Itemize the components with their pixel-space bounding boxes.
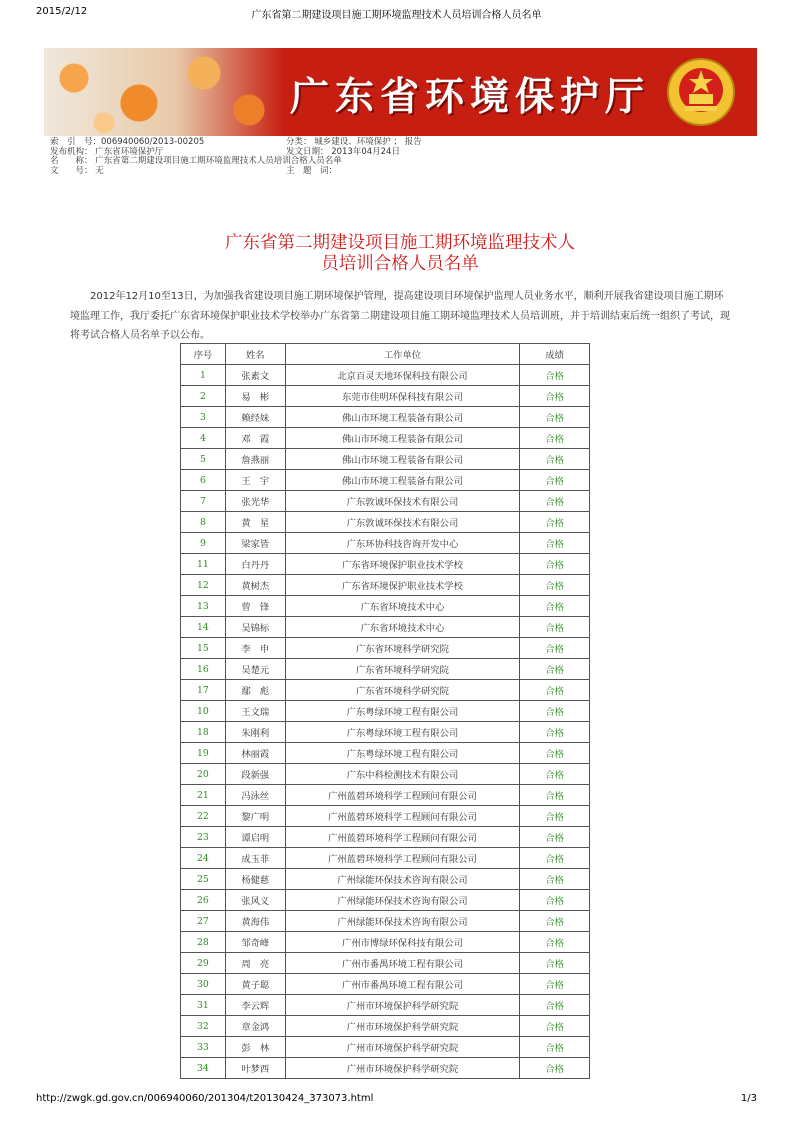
table-row — [181, 659, 590, 680]
cell-employer: 广州绿能环保技术咨询有限公司 — [285, 890, 520, 911]
cell-employer: 东莞市佳明环保科技有限公司 — [285, 386, 520, 407]
cell-name: 段新强 — [225, 764, 285, 785]
cell-employer: 广州市番禺环境工程有限公司 — [285, 974, 520, 995]
cell-name: 吴楚元 — [225, 659, 285, 680]
cell-employer: 广州绿能环保技术咨询有限公司 — [285, 911, 520, 932]
table-row — [181, 1037, 590, 1058]
cell-name: 黄海伟 — [225, 911, 285, 932]
cell-name: 冯泳丝 — [225, 785, 285, 806]
cell-result: 合格 — [520, 1058, 590, 1079]
table-row — [181, 449, 590, 470]
cell-name: 朱刚利 — [225, 722, 285, 743]
cell-result: 合格 — [520, 617, 590, 638]
meta-category: 分类： 城乡建设、环境保护 ； 报告 — [286, 137, 422, 147]
cell-result: 合格 — [520, 890, 590, 911]
cell-employer: 广东省环境科学研究院 — [285, 680, 520, 701]
cell-employer: 广州市博绿环保科技有限公司 — [285, 932, 520, 953]
cell-employer: 佛山市环境工程装备有限公司 — [285, 407, 520, 428]
qualified-personnel-table — [180, 343, 590, 1079]
cell-employer: 佛山市环境工程装备有限公司 — [285, 428, 520, 449]
table-row — [181, 869, 590, 890]
table-row — [181, 764, 590, 785]
document-title-line2: 员培训合格人员名单 — [321, 254, 479, 274]
cell-seq: 27 — [181, 911, 226, 932]
cell-name: 林丽霞 — [225, 743, 285, 764]
cell-employer: 佛山市环境工程装备有限公司 — [285, 470, 520, 491]
meta-doc-no: 文 号： 无 — [50, 165, 104, 176]
table-row — [181, 743, 590, 764]
cell-employer: 广东敦诚环保技术有限公司 — [285, 491, 520, 512]
flower-decoration — [44, 48, 284, 136]
cell-employer: 广东粤绿环境工程有限公司 — [285, 701, 520, 722]
cell-name: 黄树杰 — [225, 575, 285, 596]
table-row — [181, 533, 590, 554]
cell-result: 合格 — [520, 974, 590, 995]
cell-seq: 25 — [181, 869, 226, 890]
cell-employer: 广州市环境保护科学研究院 — [285, 1037, 520, 1058]
table-row — [181, 386, 590, 407]
cell-result: 合格 — [520, 743, 590, 764]
cell-name: 张素文 — [225, 365, 285, 386]
meta-publisher: 发布机构： 广东省环境保护厅 — [50, 146, 164, 157]
cell-name: 易 彬 — [225, 386, 285, 407]
cell-result: 合格 — [520, 701, 590, 722]
document-metadata — [50, 138, 750, 176]
cell-result: 合格 — [520, 470, 590, 491]
cell-employer: 广东粤绿环境工程有限公司 — [285, 722, 520, 743]
cell-seq: 21 — [181, 785, 226, 806]
cell-employer: 广东省环境科学研究院 — [285, 659, 520, 680]
cell-result: 合格 — [520, 785, 590, 806]
cell-result: 合格 — [520, 533, 590, 554]
cell-seq: 31 — [181, 995, 226, 1016]
cell-result: 合格 — [520, 428, 590, 449]
table-row — [181, 512, 590, 533]
cell-employer: 佛山市环境工程装备有限公司 — [285, 449, 520, 470]
cell-seq: 1 — [181, 365, 226, 386]
table-row — [181, 974, 590, 995]
cell-result: 合格 — [520, 596, 590, 617]
cell-employer: 广东省环境技术中心 — [285, 596, 520, 617]
cell-seq: 3 — [181, 407, 226, 428]
header-seq: 序号 — [181, 344, 226, 365]
cell-name: 曾 锋 — [225, 596, 285, 617]
document-title-line1: 广东省第二期建设项目施工期环境监理技术人 — [225, 233, 575, 253]
cell-name: 吴锦标 — [225, 617, 285, 638]
cell-name: 邹奇峰 — [225, 932, 285, 953]
cell-result: 合格 — [520, 722, 590, 743]
cell-result: 合格 — [520, 995, 590, 1016]
cell-seq: 13 — [181, 596, 226, 617]
document-title — [150, 233, 650, 275]
national-emblem-icon — [665, 56, 737, 128]
cell-name: 杨健慈 — [225, 869, 285, 890]
cell-name: 白丹丹 — [225, 554, 285, 575]
cell-employer: 广东省环境技术中心 — [285, 617, 520, 638]
header-result: 成绩 — [520, 344, 590, 365]
meta-index-no: 索 引 号：006940060/2013-00205 — [50, 137, 205, 147]
cell-employer: 广东敦诚环保技术有限公司 — [285, 512, 520, 533]
cell-name: 章金鸿 — [225, 1016, 285, 1037]
cell-result: 合格 — [520, 407, 590, 428]
cell-result: 合格 — [520, 827, 590, 848]
cell-seq: 5 — [181, 449, 226, 470]
table-row — [181, 911, 590, 932]
cell-name: 李云辉 — [225, 995, 285, 1016]
meta-subject: 主 题 词： — [286, 165, 338, 176]
table-row — [181, 1058, 590, 1079]
cell-name: 周 亮 — [225, 953, 285, 974]
cell-name: 黄 星 — [225, 512, 285, 533]
cell-result: 合格 — [520, 575, 590, 596]
cell-seq: 14 — [181, 617, 226, 638]
table-row — [181, 638, 590, 659]
cell-seq: 8 — [181, 512, 226, 533]
cell-seq: 33 — [181, 1037, 226, 1058]
cell-seq: 7 — [181, 491, 226, 512]
table-row — [181, 365, 590, 386]
cell-result: 合格 — [520, 512, 590, 533]
cell-result: 合格 — [520, 764, 590, 785]
cell-result: 合格 — [520, 932, 590, 953]
table-row — [181, 554, 590, 575]
table-row — [181, 596, 590, 617]
header-name: 姓名 — [225, 344, 285, 365]
cell-result: 合格 — [520, 1037, 590, 1058]
meta-name: 名 称： 广东省第二期建设项目施工期环境监理技术人员培训合格人员名单 — [50, 156, 342, 166]
cell-name: 詹燕丽 — [225, 449, 285, 470]
intro-text: 2012年12月10至13日，为加强我省建设项目施工期环境保护管理，提高建设项目环境保护监理人员业务水平，顺利开展我省建设项目施工期环境监理工作，我厅委托广东省环境保护职业技术学校举办广东省第二期建设项目施工期环境监理技术人员培训班，并于培训结束后统一组织了考试，现将考试合格人员名单予以公布。 — [70, 291, 730, 341]
cell-employer: 广东粤绿环境工程有限公司 — [285, 743, 520, 764]
cell-seq: 24 — [181, 848, 226, 869]
cell-name: 梁家皆 — [225, 533, 285, 554]
cell-employer: 广东环协科技咨询开发中心 — [285, 533, 520, 554]
cell-seq: 2 — [181, 386, 226, 407]
cell-employer: 北京百灵天地环保科技有限公司 — [285, 365, 520, 386]
header-employer: 工作单位 — [285, 344, 520, 365]
table-row — [181, 995, 590, 1016]
cell-result: 合格 — [520, 848, 590, 869]
cell-seq: 32 — [181, 1016, 226, 1037]
cell-seq: 20 — [181, 764, 226, 785]
cell-name: 黎广明 — [225, 806, 285, 827]
cell-name: 叶梦西 — [225, 1058, 285, 1079]
cell-seq: 16 — [181, 659, 226, 680]
table-row — [181, 785, 590, 806]
cell-name: 黄子聪 — [225, 974, 285, 995]
cell-employer: 广州蓝碧环境科学工程顾问有限公司 — [285, 848, 520, 869]
table-row — [181, 890, 590, 911]
cell-seq: 12 — [181, 575, 226, 596]
cell-name: 王 宇 — [225, 470, 285, 491]
table-row — [181, 470, 590, 491]
cell-employer: 广州蓝碧环境科学工程顾问有限公司 — [285, 827, 520, 848]
cell-seq: 22 — [181, 806, 226, 827]
cell-seq: 29 — [181, 953, 226, 974]
table-row — [181, 722, 590, 743]
print-header — [0, 0, 793, 20]
cell-result: 合格 — [520, 449, 590, 470]
print-date: 2015/2/12 — [36, 6, 88, 17]
cell-seq: 19 — [181, 743, 226, 764]
table-header-row — [181, 344, 590, 365]
cell-seq: 15 — [181, 638, 226, 659]
cell-result: 合格 — [520, 638, 590, 659]
cell-name: 成玉菲 — [225, 848, 285, 869]
cell-seq: 11 — [181, 554, 226, 575]
cell-name: 赖经妹 — [225, 407, 285, 428]
cell-seq: 18 — [181, 722, 226, 743]
cell-result: 合格 — [520, 680, 590, 701]
cell-result: 合格 — [520, 953, 590, 974]
cell-name: 彭 林 — [225, 1037, 285, 1058]
cell-seq: 4 — [181, 428, 226, 449]
site-banner — [44, 48, 757, 136]
cell-result: 合格 — [520, 1016, 590, 1037]
cell-employer: 广东中科检测技术有限公司 — [285, 764, 520, 785]
cell-name: 邓 霞 — [225, 428, 285, 449]
cell-seq: 34 — [181, 1058, 226, 1079]
cell-employer: 广州市番禺环境工程有限公司 — [285, 953, 520, 974]
cell-seq: 17 — [181, 680, 226, 701]
print-page-title: 广东省第二期建设项目施工期环境监理技术人员培训合格人员名单 — [251, 10, 542, 21]
cell-result: 合格 — [520, 491, 590, 512]
cell-result: 合格 — [520, 911, 590, 932]
table-row — [181, 617, 590, 638]
banner-title: 广东省环境保护厅 — [290, 74, 651, 120]
cell-employer: 广州蓝碧环境科学工程顾问有限公司 — [285, 785, 520, 806]
cell-seq: 6 — [181, 470, 226, 491]
cell-name: 鄢 彪 — [225, 680, 285, 701]
cell-seq: 10 — [181, 701, 226, 722]
page-url: http://zwgk.gd.gov.cn/006940060/201304/t20130424_373073.html — [36, 1093, 374, 1104]
cell-seq: 28 — [181, 932, 226, 953]
cell-name: 谭启明 — [225, 827, 285, 848]
cell-result: 合格 — [520, 869, 590, 890]
table-row — [181, 1016, 590, 1037]
cell-employer: 广东省环境科学研究院 — [285, 638, 520, 659]
cell-result: 合格 — [520, 806, 590, 827]
cell-name: 王文瑞 — [225, 701, 285, 722]
cell-seq: 9 — [181, 533, 226, 554]
table-row — [181, 827, 590, 848]
table-row — [181, 848, 590, 869]
intro-paragraph — [70, 287, 730, 346]
page-number: 1/3 — [740, 1093, 757, 1104]
table-row — [181, 575, 590, 596]
table-row — [181, 953, 590, 974]
cell-employer: 广州市环境保护科学研究院 — [285, 995, 520, 1016]
cell-employer: 广州市环境保护科学研究院 — [285, 1058, 520, 1079]
cell-employer: 广东省环境保护职业技术学校 — [285, 554, 520, 575]
table-row — [181, 407, 590, 428]
table-row — [181, 428, 590, 449]
cell-seq: 30 — [181, 974, 226, 995]
cell-result: 合格 — [520, 554, 590, 575]
cell-name: 李 申 — [225, 638, 285, 659]
cell-employer: 广东省环境保护职业技术学校 — [285, 575, 520, 596]
cell-employer: 广州蓝碧环境科学工程顾问有限公司 — [285, 806, 520, 827]
cell-result: 合格 — [520, 659, 590, 680]
meta-issue-date: 发文日期： 2013年04月24日 — [286, 146, 400, 157]
table-row — [181, 680, 590, 701]
cell-employer: 广州市环境保护科学研究院 — [285, 1016, 520, 1037]
cell-seq: 26 — [181, 890, 226, 911]
cell-name: 张风义 — [225, 890, 285, 911]
table-row — [181, 701, 590, 722]
cell-name: 张光华 — [225, 491, 285, 512]
cell-seq: 23 — [181, 827, 226, 848]
table-row — [181, 932, 590, 953]
table-row — [181, 491, 590, 512]
cell-employer: 广州绿能环保技术咨询有限公司 — [285, 869, 520, 890]
cell-result: 合格 — [520, 386, 590, 407]
cell-result: 合格 — [520, 365, 590, 386]
table-row — [181, 806, 590, 827]
